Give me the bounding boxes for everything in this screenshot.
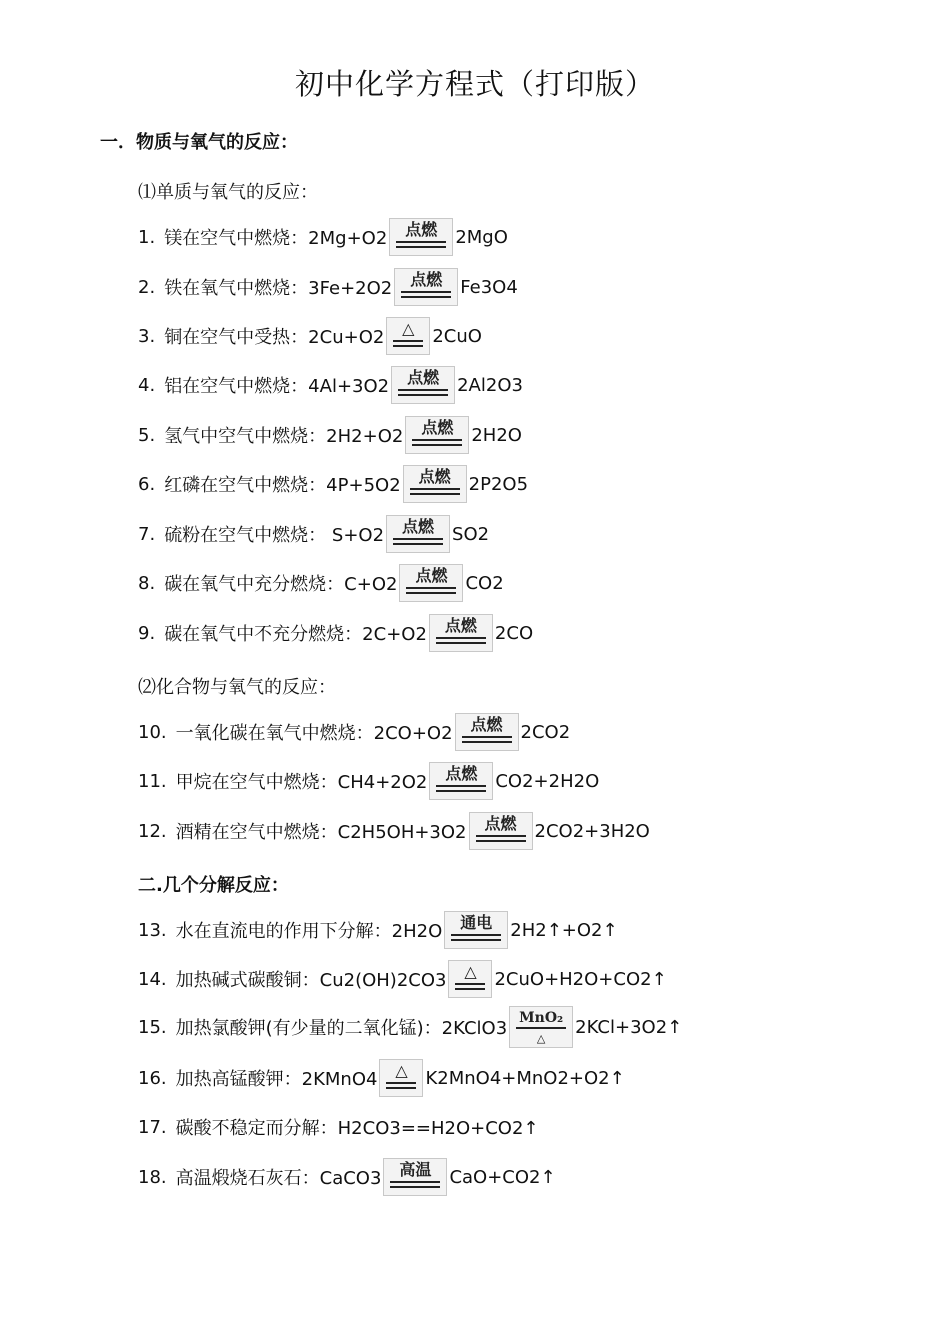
equation-products: 2P2O5	[468, 473, 529, 495]
ignite-condition-icon: 点燃	[394, 268, 458, 306]
equation-products: CO2	[465, 572, 504, 594]
heat-condition-icon: △	[448, 960, 492, 998]
equation-line	[138, 713, 570, 751]
equation-number: 11.	[138, 770, 167, 792]
equation-line	[138, 1158, 556, 1196]
section-heading-decomposition: 二.几个分解反应：	[138, 875, 289, 896]
equation-reactants: 红磷在空气中燃烧：4P+5O2	[164, 475, 401, 496]
equation-number: 15.	[138, 1016, 167, 1038]
equation-products: 2CO	[494, 622, 534, 644]
equation-line	[138, 1008, 682, 1046]
equation-products: 2H2↑+O2↑	[510, 919, 618, 941]
equation-line	[138, 218, 508, 256]
equation-number: 6.	[138, 473, 156, 495]
equation-line	[138, 614, 533, 652]
equation-line	[138, 812, 650, 850]
ignite-condition-icon: 点燃	[405, 416, 469, 454]
equation-line	[138, 268, 518, 306]
page-title: 初中化学方程式（打印版）	[294, 67, 655, 101]
equation-reactants: 硫粉在空气中燃烧： S+O2	[164, 525, 385, 546]
ignite-condition-icon: 点燃	[403, 465, 467, 503]
ignite-condition-icon: 点燃	[391, 366, 455, 404]
equation-reactants: 水在直流电的作用下分解：2H2O	[175, 921, 443, 942]
equation-reactants: 铁在氧气中燃烧：3Fe+2O2	[164, 278, 393, 299]
equation-reactants: 铜在空气中受热：2Cu+O2	[164, 327, 385, 348]
equation-reactants: 铝在空气中燃烧：4Al+3O2	[164, 376, 390, 397]
equation-products: CO2+2H2O	[495, 770, 600, 792]
equation-line	[138, 1059, 625, 1097]
equation-reactants: 氢气中空气中燃烧：2H2+O2	[164, 426, 404, 447]
equation-line	[138, 911, 618, 949]
ignite-condition-icon: 点燃	[389, 218, 453, 256]
ignite-condition-icon: 点燃	[455, 713, 519, 751]
equation-reactants: 甲烷在空气中燃烧：CH4+2O2	[175, 772, 428, 793]
equation-number: 5.	[138, 424, 156, 446]
equation-products: 2CuO	[432, 325, 482, 347]
equation-products: SO2	[452, 523, 490, 545]
equation-products: 2CO2+3H2O	[534, 820, 650, 842]
ignite-condition-icon: 点燃	[469, 812, 533, 850]
equation-line	[138, 317, 482, 355]
equation-number: 18.	[138, 1166, 167, 1188]
equation-reactants: 高温煅烧石灰石：CaCO3	[175, 1168, 382, 1189]
equation-products: CaO+CO2↑	[449, 1166, 556, 1188]
equation-reactants: 加热高锰酸钾：2KMnO4	[175, 1069, 378, 1090]
equation-line	[138, 1108, 539, 1146]
equation-number: 9.	[138, 622, 156, 644]
equation-products: 2CO2	[520, 721, 571, 743]
ignite-condition-icon: 点燃	[429, 614, 493, 652]
equation-line	[138, 366, 523, 404]
equation-number: 14.	[138, 968, 167, 990]
equation-number: 10.	[138, 721, 167, 743]
equation-line	[138, 465, 528, 503]
ignite-condition-icon: 点燃	[399, 564, 463, 602]
equation-reactants: 加热氯酸钾(有少量的二氧化锰)：2KClO3	[175, 1018, 508, 1039]
electrolysis-condition-icon: 通电	[444, 911, 508, 949]
equation-reactants: 镁在空气中燃烧：2Mg+O2	[164, 228, 388, 249]
equation-number: 1.	[138, 226, 156, 248]
heat-condition-icon: △	[386, 317, 430, 355]
equation-products: 2CuO+H2O+CO2↑	[494, 968, 667, 990]
equation-products: 2MgO	[455, 226, 508, 248]
equation-number: 3.	[138, 325, 156, 347]
subheading-elements: ⑴单质与氧气的反应：	[138, 182, 318, 203]
equation-products: K2MnO4+MnO2+O2↑	[425, 1067, 625, 1089]
heat-condition-icon: △	[379, 1059, 423, 1097]
equation-reactants: 加热碱式碳酸铜：Cu2(OH)2CO3	[175, 970, 447, 991]
equation-products: Fe3O4	[460, 276, 518, 298]
equation-reactants: 碳在氧气中不充分燃烧：2C+O2	[164, 624, 427, 645]
equation-number: 16.	[138, 1067, 167, 1089]
subheading-compounds: ⑵化合物与氧气的反应：	[138, 677, 336, 698]
equation-line	[138, 960, 667, 998]
catalyst-condition-icon: MnO₂ △	[509, 1006, 573, 1048]
equation-line	[138, 515, 489, 553]
equation-number: 13.	[138, 919, 167, 941]
equation-line	[138, 416, 522, 454]
section-heading-oxygen: 一．物质与氧气的反应：	[100, 132, 298, 153]
equation-reactants: 酒精在空气中燃烧：C2H5OH+3O2	[175, 822, 467, 843]
equation-number: 12.	[138, 820, 167, 842]
high-temperature-condition-icon: 高温	[383, 1158, 447, 1196]
equation-reactants: 一氧化碳在氧气中燃烧：2CO+O2	[175, 723, 453, 744]
ignite-condition-icon: 点燃	[429, 762, 493, 800]
equation-reactants: 碳在氧气中充分燃烧：C+O2	[164, 574, 398, 595]
equation-line	[138, 564, 504, 602]
equation-number: 17.	[138, 1116, 167, 1138]
equation-number: 4.	[138, 374, 156, 396]
equation-reactants: 碳酸不稳定而分解：H2CO3==H2O+CO2↑	[175, 1118, 539, 1139]
equation-number: 2.	[138, 276, 156, 298]
ignite-condition-icon: 点燃	[386, 515, 450, 553]
equation-products: 2Al2O3	[457, 374, 523, 396]
equation-line	[138, 762, 599, 800]
equation-products: 2KCl+3O2↑	[575, 1016, 683, 1038]
equation-products: 2H2O	[471, 424, 522, 446]
equation-number: 7.	[138, 523, 156, 545]
equation-number: 8.	[138, 572, 156, 594]
